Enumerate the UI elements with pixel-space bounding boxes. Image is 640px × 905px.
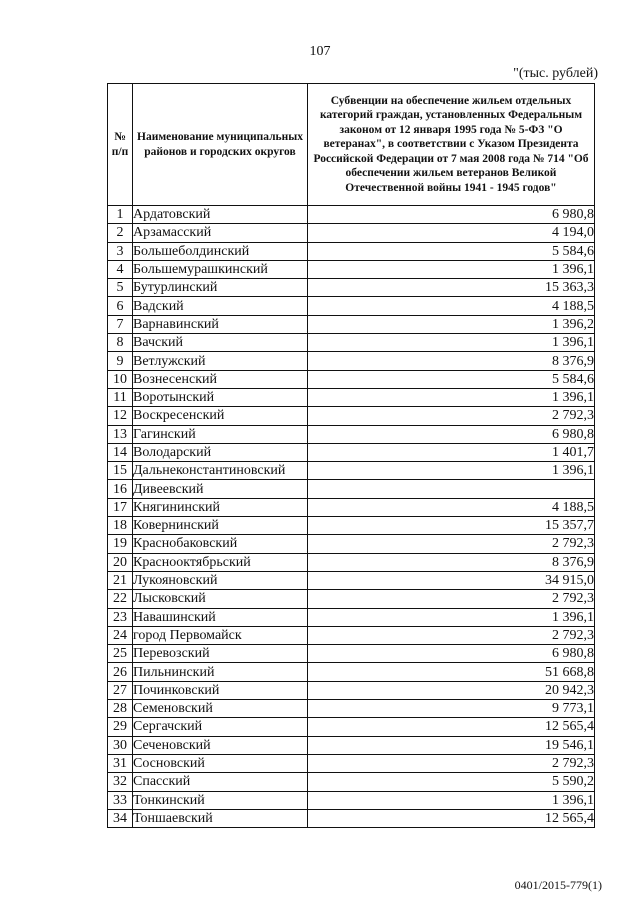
row-amount: 1 396,1 — [308, 388, 595, 406]
row-number: 2 — [108, 224, 133, 242]
row-amount: 2 792,3 — [308, 535, 595, 553]
row-district-name: Воскресенский — [133, 407, 308, 425]
table-row — [108, 498, 595, 516]
row-amount: 51 668,8 — [308, 663, 595, 681]
row-amount: 1 396,1 — [308, 260, 595, 278]
row-district-name: Лысковский — [133, 590, 308, 608]
table-row — [108, 681, 595, 699]
row-amount: 5 584,6 — [308, 370, 595, 388]
row-district-name: Спасский — [133, 773, 308, 791]
table-row — [108, 352, 595, 370]
row-district-name: Перевозский — [133, 645, 308, 663]
row-district-name: Тоншаевский — [133, 809, 308, 827]
row-amount: 4 194,0 — [308, 224, 595, 242]
table-row — [108, 407, 595, 425]
table-row — [108, 809, 595, 827]
table-row — [108, 315, 595, 333]
units-label: "(тыс. рублей) — [513, 66, 598, 81]
table-row — [108, 260, 595, 278]
row-district-name: Починковский — [133, 681, 308, 699]
row-number: 14 — [108, 443, 133, 461]
row-district-name: Семеновский — [133, 700, 308, 718]
row-number: 30 — [108, 736, 133, 754]
row-district-name: город Первомайск — [133, 626, 308, 644]
row-district-name: Воротынский — [133, 388, 308, 406]
row-number: 1 — [108, 206, 133, 224]
row-number: 6 — [108, 297, 133, 315]
table-row — [108, 773, 595, 791]
table-row — [108, 462, 595, 480]
row-amount: 34 915,0 — [308, 571, 595, 589]
row-number: 26 — [108, 663, 133, 681]
table-row — [108, 700, 595, 718]
row-amount: 12 565,4 — [308, 809, 595, 827]
table-row — [108, 242, 595, 260]
row-district-name: Сергачский — [133, 718, 308, 736]
table-row — [108, 388, 595, 406]
row-number: 22 — [108, 590, 133, 608]
row-amount: 1 396,1 — [308, 462, 595, 480]
row-number: 28 — [108, 700, 133, 718]
row-amount: 6 980,8 — [308, 425, 595, 443]
row-number: 12 — [108, 407, 133, 425]
table-row — [108, 791, 595, 809]
table-row — [108, 480, 595, 498]
subsidy-table — [107, 83, 595, 828]
table-row — [108, 425, 595, 443]
row-amount: 1 396,2 — [308, 315, 595, 333]
table-row — [108, 224, 595, 242]
row-district-name: Вознесенский — [133, 370, 308, 388]
row-district-name: Краснооктябрьский — [133, 553, 308, 571]
row-amount: 2 792,3 — [308, 754, 595, 772]
row-district-name: Дивеевский — [133, 480, 308, 498]
row-amount: 2 792,3 — [308, 590, 595, 608]
row-number: 21 — [108, 571, 133, 589]
row-amount: 15 363,3 — [308, 279, 595, 297]
row-district-name: Сосновский — [133, 754, 308, 772]
row-amount: 4 188,5 — [308, 297, 595, 315]
row-district-name: Тонкинский — [133, 791, 308, 809]
row-number: 16 — [108, 480, 133, 498]
row-amount: 5 590,2 — [308, 773, 595, 791]
table-row — [108, 736, 595, 754]
row-amount: 1 401,7 — [308, 443, 595, 461]
table-row — [108, 754, 595, 772]
table-row — [108, 206, 595, 224]
table-row — [108, 645, 595, 663]
row-amount: 1 396,1 — [308, 791, 595, 809]
row-number: 19 — [108, 535, 133, 553]
row-district-name: Гагинский — [133, 425, 308, 443]
row-number: 17 — [108, 498, 133, 516]
row-district-name: Навашинский — [133, 608, 308, 626]
row-number: 18 — [108, 517, 133, 535]
table-row — [108, 571, 595, 589]
row-amount: 9 773,1 — [308, 700, 595, 718]
row-amount: 8 376,9 — [308, 352, 595, 370]
row-amount: 2 792,3 — [308, 407, 595, 425]
row-district-name: Ковернинский — [133, 517, 308, 535]
row-district-name: Краснобаковский — [133, 535, 308, 553]
row-amount — [308, 480, 595, 498]
row-district-name: Ветлужский — [133, 352, 308, 370]
row-district-name: Ардатовский — [133, 206, 308, 224]
table-row — [108, 443, 595, 461]
table-row — [108, 718, 595, 736]
row-number: 23 — [108, 608, 133, 626]
row-amount: 15 357,7 — [308, 517, 595, 535]
row-number: 3 — [108, 242, 133, 260]
row-number: 11 — [108, 388, 133, 406]
table-row — [108, 590, 595, 608]
row-district-name: Сеченовский — [133, 736, 308, 754]
header-number: № п/п — [108, 84, 133, 206]
table-row — [108, 517, 595, 535]
header-amount: Субвенции на обеспечение жильем отдельных категорий граждан, установленных Федеральным законом от 12 января 1995 года № 5-ФЗ "О ветеранах", в соответствии с Указом Президента Российской Федерации от 7 мая 2008 года № 714 "Об обеспечении жильем ветеранов Великой Отечественной войны 1941 - 1945 годов" — [308, 84, 595, 206]
row-district-name: Варнавинский — [133, 315, 308, 333]
table-header-row — [108, 84, 595, 206]
row-amount: 8 376,9 — [308, 553, 595, 571]
row-number: 24 — [108, 626, 133, 644]
row-number: 32 — [108, 773, 133, 791]
table-row — [108, 626, 595, 644]
row-number: 27 — [108, 681, 133, 699]
row-number: 20 — [108, 553, 133, 571]
row-amount: 4 188,5 — [308, 498, 595, 516]
table-row — [108, 553, 595, 571]
row-number: 9 — [108, 352, 133, 370]
row-amount: 19 546,1 — [308, 736, 595, 754]
row-number: 31 — [108, 754, 133, 772]
table-row — [108, 535, 595, 553]
row-district-name: Дальнеконстантиновский — [133, 462, 308, 480]
row-district-name: Пильнинский — [133, 663, 308, 681]
page-number: 107 — [309, 44, 331, 59]
row-district-name: Лукояновский — [133, 571, 308, 589]
table-row — [108, 370, 595, 388]
table-row — [108, 297, 595, 315]
row-amount: 6 980,8 — [308, 645, 595, 663]
row-district-name: Вадский — [133, 297, 308, 315]
document-code: 0401/2015-779(1) — [514, 878, 602, 892]
row-amount: 12 565,4 — [308, 718, 595, 736]
row-district-name: Большеболдинский — [133, 242, 308, 260]
table-row — [108, 279, 595, 297]
row-number: 15 — [108, 462, 133, 480]
table-row — [108, 663, 595, 681]
row-district-name: Арзамасский — [133, 224, 308, 242]
row-amount: 1 396,1 — [308, 608, 595, 626]
header-name: Наименование муниципальных районов и городских округов — [133, 84, 308, 206]
table-row — [108, 608, 595, 626]
row-number: 34 — [108, 809, 133, 827]
row-district-name: Княгининский — [133, 498, 308, 516]
row-number: 10 — [108, 370, 133, 388]
row-number: 13 — [108, 425, 133, 443]
row-number: 5 — [108, 279, 133, 297]
row-number: 8 — [108, 334, 133, 352]
row-amount: 20 942,3 — [308, 681, 595, 699]
row-number: 25 — [108, 645, 133, 663]
row-number: 7 — [108, 315, 133, 333]
row-district-name: Большемурашкинский — [133, 260, 308, 278]
row-district-name: Бутурлинский — [133, 279, 308, 297]
row-number: 33 — [108, 791, 133, 809]
row-amount: 6 980,8 — [308, 206, 595, 224]
row-district-name: Вачский — [133, 334, 308, 352]
table-row — [108, 334, 595, 352]
row-number: 29 — [108, 718, 133, 736]
row-district-name: Володарский — [133, 443, 308, 461]
row-number: 4 — [108, 260, 133, 278]
row-amount: 5 584,6 — [308, 242, 595, 260]
row-amount: 2 792,3 — [308, 626, 595, 644]
table-body — [108, 206, 595, 828]
row-amount: 1 396,1 — [308, 334, 595, 352]
